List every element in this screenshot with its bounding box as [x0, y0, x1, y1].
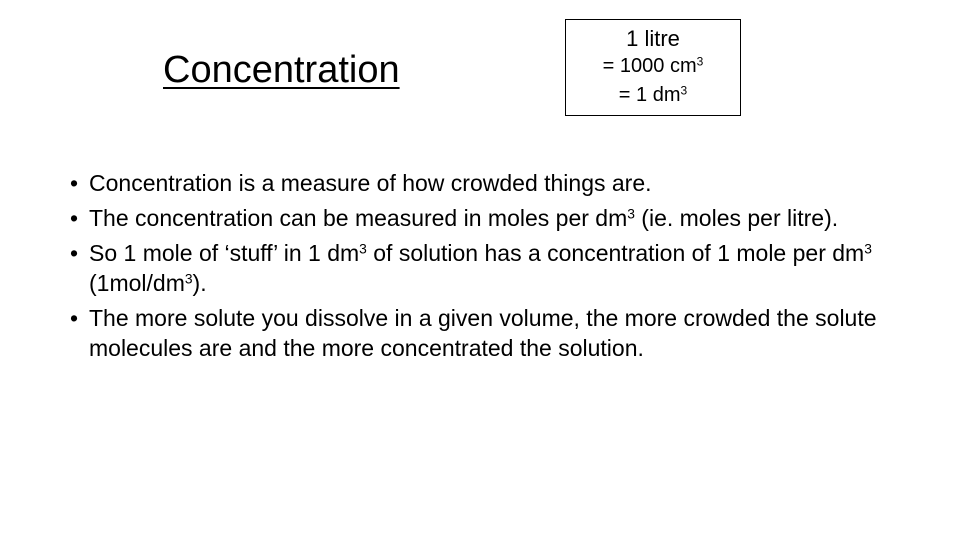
bullet-text: (ie. moles per litre).	[634, 205, 839, 231]
note-line-litre: 1 litre	[626, 26, 680, 51]
superscript: 3	[864, 241, 872, 257]
superscript: 3	[627, 206, 635, 222]
unit-note-box	[565, 19, 741, 116]
bullet-text: The concentration can be measured in moles per dm	[89, 205, 628, 231]
superscript: 3	[359, 241, 367, 257]
bullet-text: The more solute you dissolve in a given volume, the more crowded the solute molecules are and the more concentrated the solution.	[89, 305, 877, 361]
bullet-text: (1mol/dm	[89, 270, 185, 296]
note-line-cm3	[566, 52, 740, 81]
bullet-text: of solution has a concentration of 1 mole per dm	[366, 240, 865, 266]
slide-title: Concentration	[163, 49, 400, 91]
bullet-marker: •	[70, 240, 79, 266]
note-dm3-text: = 1 dm	[618, 84, 681, 106]
bullet-text: Concentration is a measure of how crowded things are.	[89, 170, 652, 196]
note-cm3-superscript: 3	[696, 54, 704, 69]
bullet-text: ).	[192, 270, 207, 296]
note-cm3-text: = 1000 cm	[602, 55, 697, 77]
note-dm3-superscript: 3	[680, 83, 688, 98]
bullet-marker: •	[70, 305, 79, 331]
note-line-dm3	[566, 81, 740, 110]
bullet-marker: •	[70, 205, 79, 231]
bullet-item	[70, 203, 900, 233]
bullet-item	[70, 238, 900, 298]
bullet-marker: •	[70, 170, 79, 196]
bullet-text: So 1 mole of ‘stuff’ in 1 dm	[89, 240, 360, 266]
bullet-item	[70, 168, 900, 198]
bullet-list	[70, 168, 900, 368]
bullet-item	[70, 303, 900, 363]
superscript: 3	[184, 271, 193, 287]
